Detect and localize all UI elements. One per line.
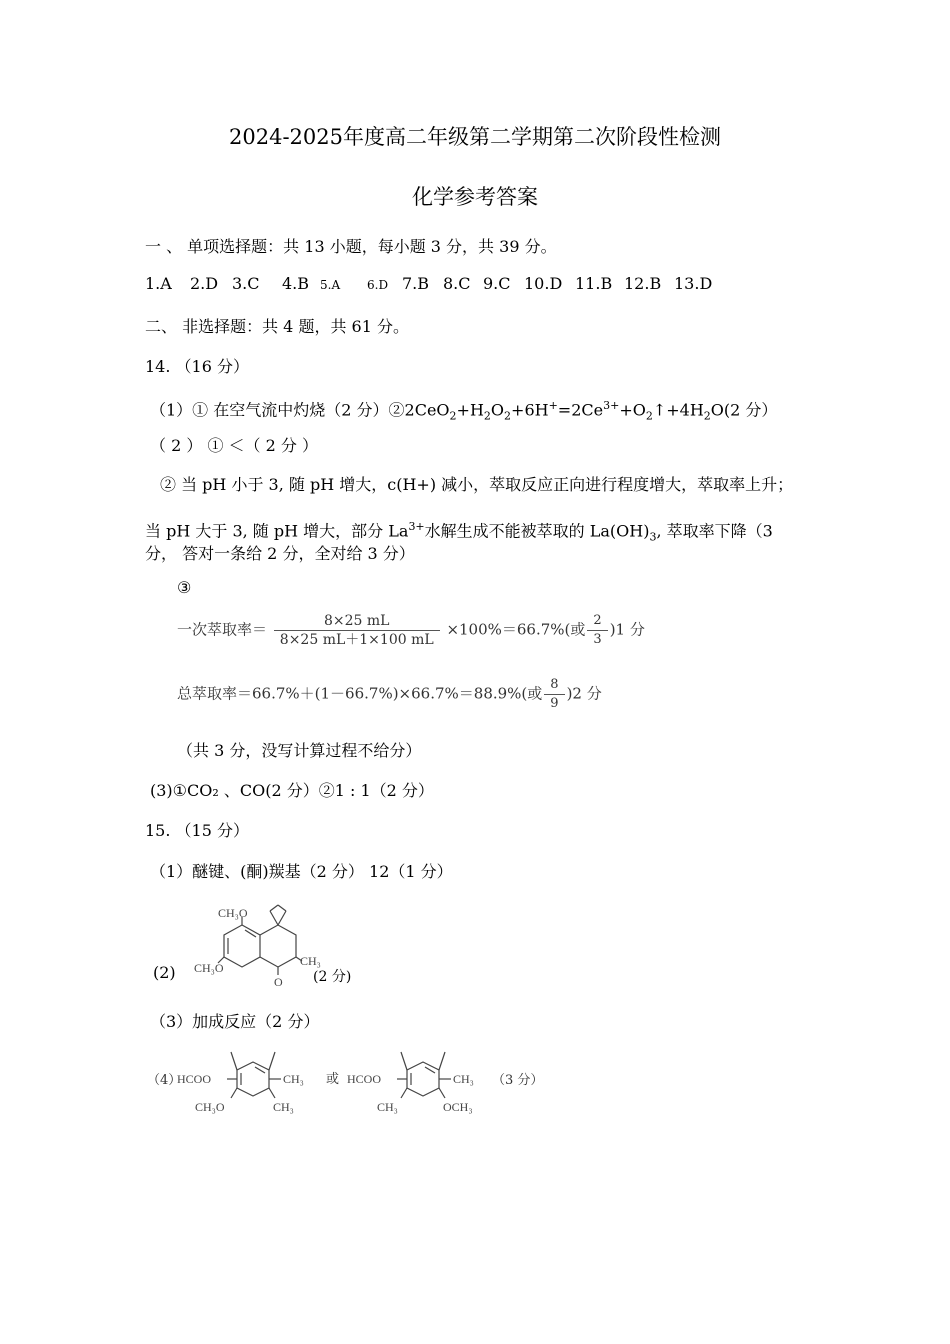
struct4a-bottom-left: CH₃O — [195, 1100, 225, 1114]
q14-part2-score: 分， 答对一条给 2 分，全对给 3 分） — [145, 544, 415, 563]
q14-part2-explain2: 当 pH 大于 3, 随 pH 增大，部分 $La^{3+}$水解生成不能被萃取的 $La(OH)_3$, 萃取率下降（3 — [145, 520, 773, 544]
struct4a-left: HCOO — [177, 1072, 212, 1086]
page-subtitle: 化学参考答案 — [412, 185, 538, 209]
struct4b-bottom-left: CH₃ — [377, 1100, 398, 1114]
q15-part4-or: 或 — [326, 1072, 340, 1087]
answer-3: 3.C — [232, 274, 260, 293]
answer-2: 2.D — [190, 274, 219, 293]
struct2-bottom: O — [274, 975, 283, 989]
q15-part3: （3）加成反应（2 分） — [150, 1012, 320, 1031]
calc1-fraction-alt: $\frac{2}{3}$ — [587, 612, 607, 649]
section1-heading: 一 、 单项选择题：共 13 小题，每小题 3 分，共 39 分。 — [145, 237, 557, 256]
struct2-left: CH₃O — [194, 961, 224, 975]
struct2-right: CH₃ — [300, 954, 321, 968]
answer-8: 8.C — [443, 274, 471, 293]
q15-header: 15. （15 分） — [145, 821, 249, 840]
calc1-fraction: $\frac{8\times 25 mL}{8\times 25 mL+1\times 100 mL}$ — [274, 612, 440, 649]
q14-part2-explain: ② 当 pH 小于 3, 随 pH 增大，c(H+) 减小，萃取反应正向进行程度增大，萃取率上升； — [160, 475, 794, 494]
answer-1: 1.A — [145, 274, 172, 293]
answer-9: 9.C — [483, 274, 511, 293]
answer-12: 12.B — [624, 274, 662, 293]
calc-extraction-total: 总萃取率＝66.7%＋(1－66.7%)×66.7%＝88.9%(或 $\frac{8}{9}$ )2 分 — [177, 677, 602, 711]
answer-6: 6.D — [367, 278, 389, 292]
calc2-fraction-alt: $\frac{8}{9}$ — [544, 676, 564, 713]
answer-7: 7.B — [402, 274, 430, 293]
struct4b-left: HCOO — [347, 1072, 382, 1086]
q15-part1: （1）醚键、(酮)羰基（2 分） 12（1 分） — [150, 862, 453, 881]
q14-part1: （1）① 在空气流中灼烧（2 分）$②2CeO_2+H_2O_2+6H^+=2Ce^{3+}+O_2↑+4H_2O(2$ 分） — [150, 399, 778, 423]
struct4b-bottom-right: OCH₃ — [443, 1100, 473, 1114]
q14-part3: (3)①CO₂ 、CO(2 分）②1 : 1（2 分） — [150, 781, 434, 800]
calc-extraction-once: 一次萃取率＝ $\frac{8\times 25 mL}{8\times 25 mL+1\times 100 mL}$ ×100%＝66.7%(或 $\frac{2}{3}$ )1 分 — [177, 613, 645, 648]
answer-10: 10.D — [524, 274, 563, 293]
answer-11: 11.B — [575, 274, 613, 293]
struct2-top: CH₃O — [218, 906, 248, 920]
structure-q15-4b — [345, 1048, 495, 1118]
answer-13: 13.D — [674, 274, 713, 293]
page-title: 2024-2025年度高二年级第二学期第二次阶段性检测 — [229, 125, 721, 149]
q15-part4-score: （3 分） — [492, 1073, 544, 1088]
struct4a-right: CH₃ — [283, 1072, 304, 1086]
answer-4: 4.B — [282, 274, 310, 293]
q15-part4-label: （4） — [147, 1073, 182, 1088]
q14-part2: （ 2 ） ① ＜（ 2 分 ） — [150, 436, 318, 455]
q14-part3-marker: ③ — [177, 578, 192, 597]
section2-heading: 二、 非选择题：共 4 题，共 61 分。 — [145, 317, 409, 336]
q14-part3-note: （共 3 分，没写计算过程不给分） — [177, 741, 422, 760]
struct4a-bottom-right: CH₃ — [273, 1100, 294, 1114]
q15-part2-label: (2) — [153, 963, 176, 982]
q15-part2-score: (2 分) — [313, 969, 352, 985]
structure-q15-4a — [175, 1048, 325, 1118]
struct4b-right: CH₃ — [453, 1072, 474, 1086]
answer-5: 5.A — [320, 278, 341, 292]
q14-header: 14. （16 分） — [145, 357, 249, 376]
